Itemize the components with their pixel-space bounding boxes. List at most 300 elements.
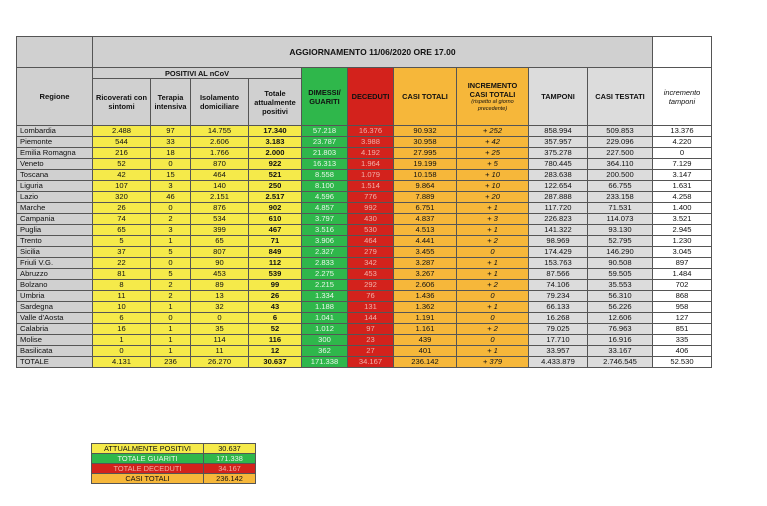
value-cell: 509.853 xyxy=(588,126,653,137)
value-cell: 439 xyxy=(394,335,457,346)
summary-value: 30.637 xyxy=(204,444,256,454)
value-cell: 66.755 xyxy=(588,181,653,192)
value-cell: 65 xyxy=(93,225,151,236)
value-cell: 52.530 xyxy=(653,357,712,368)
value-cell: 5 xyxy=(151,247,191,258)
region-cell: Abruzzo xyxy=(17,269,93,280)
value-cell: 146.290 xyxy=(588,247,653,258)
region-cell: Veneto xyxy=(17,159,93,170)
value-cell: 107 xyxy=(93,181,151,192)
value-cell: 56.310 xyxy=(588,291,653,302)
value-cell: 10 xyxy=(93,302,151,313)
value-cell: 521 xyxy=(249,170,302,181)
value-cell: 12 xyxy=(249,346,302,357)
value-cell: 4.258 xyxy=(653,192,712,203)
value-cell: + 1 xyxy=(457,302,529,313)
value-cell: 610 xyxy=(249,214,302,225)
value-cell: 76.963 xyxy=(588,324,653,335)
header-positivi-group: POSITIVI AL nCoV xyxy=(93,68,302,79)
value-cell: 93.130 xyxy=(588,225,653,236)
value-cell: 10.158 xyxy=(394,170,457,181)
table-row xyxy=(17,258,712,269)
value-cell: 399 xyxy=(191,225,249,236)
table-row xyxy=(17,269,712,280)
value-cell: 1 xyxy=(151,335,191,346)
header-incremento xyxy=(457,68,529,126)
value-cell: 2 xyxy=(151,280,191,291)
header-dimessi: DIMESSI/ GUARITI xyxy=(302,68,348,126)
value-cell: 57.218 xyxy=(302,126,348,137)
value-cell: 453 xyxy=(191,269,249,280)
value-cell: 27 xyxy=(348,346,394,357)
value-cell: 1 xyxy=(151,324,191,335)
value-cell: 2.000 xyxy=(249,148,302,159)
value-cell: 52 xyxy=(93,159,151,170)
value-cell: 216 xyxy=(93,148,151,159)
value-cell: 90.932 xyxy=(394,126,457,137)
value-cell: 3.988 xyxy=(348,137,394,148)
value-cell: 11 xyxy=(191,346,249,357)
value-cell: 153.763 xyxy=(529,258,588,269)
value-cell: + 1 xyxy=(457,346,529,357)
value-cell: 74 xyxy=(93,214,151,225)
value-cell: 2.945 xyxy=(653,225,712,236)
value-cell: 3 xyxy=(151,181,191,192)
value-cell: 144 xyxy=(348,313,394,324)
region-cell: Molise xyxy=(17,335,93,346)
value-cell: 90.508 xyxy=(588,258,653,269)
table-row xyxy=(17,137,712,148)
value-cell: 229.096 xyxy=(588,137,653,148)
value-cell: 89 xyxy=(191,280,249,291)
value-cell: 26.270 xyxy=(191,357,249,368)
value-cell: 98.969 xyxy=(529,236,588,247)
value-cell: 0 xyxy=(93,346,151,357)
value-cell: 3 xyxy=(151,225,191,236)
value-cell: 1 xyxy=(151,346,191,357)
value-cell: 1.400 xyxy=(653,203,712,214)
value-cell: 35 xyxy=(191,324,249,335)
value-cell: 16.313 xyxy=(302,159,348,170)
summary-row xyxy=(92,454,256,464)
covid-data-table xyxy=(16,36,712,368)
value-cell: 42 xyxy=(93,170,151,181)
value-cell: 14.755 xyxy=(191,126,249,137)
value-cell: 8.100 xyxy=(302,181,348,192)
value-cell: 0 xyxy=(457,313,529,324)
value-cell: 37 xyxy=(93,247,151,258)
region-cell: Emilia Romagna xyxy=(17,148,93,159)
summary-row xyxy=(92,464,256,474)
value-cell: 2 xyxy=(151,214,191,225)
value-cell: 430 xyxy=(348,214,394,225)
summary-row xyxy=(92,474,256,484)
value-cell: 122.654 xyxy=(529,181,588,192)
value-cell: 81 xyxy=(93,269,151,280)
value-cell: 0 xyxy=(151,203,191,214)
value-cell: 453 xyxy=(348,269,394,280)
value-cell: 1.362 xyxy=(394,302,457,313)
value-cell: 236.142 xyxy=(394,357,457,368)
value-cell: 16.268 xyxy=(529,313,588,324)
value-cell: 544 xyxy=(93,137,151,148)
value-cell: 1.436 xyxy=(394,291,457,302)
value-cell: 46 xyxy=(151,192,191,203)
value-cell: 3.521 xyxy=(653,214,712,225)
value-cell: 23 xyxy=(348,335,394,346)
value-cell: + 252 xyxy=(457,126,529,137)
value-cell: 4.857 xyxy=(302,203,348,214)
value-cell: 8.558 xyxy=(302,170,348,181)
table-title: AGGIORNAMENTO 11/06/2020 ORE 17.00 xyxy=(93,37,653,68)
value-cell: 2.151 xyxy=(191,192,249,203)
value-cell: 3.516 xyxy=(302,225,348,236)
value-cell: 71 xyxy=(249,236,302,247)
value-cell: 26 xyxy=(93,203,151,214)
value-cell: 1.230 xyxy=(653,236,712,247)
summary-box xyxy=(91,443,256,484)
value-cell: 7.129 xyxy=(653,159,712,170)
value-cell: + 2 xyxy=(457,280,529,291)
value-cell: 1.041 xyxy=(302,313,348,324)
value-cell: 76 xyxy=(348,291,394,302)
value-cell: 5 xyxy=(151,269,191,280)
region-cell: Marche xyxy=(17,203,93,214)
value-cell: 13.376 xyxy=(653,126,712,137)
value-cell: 868 xyxy=(653,291,712,302)
region-cell: Bolzano xyxy=(17,280,93,291)
total-row xyxy=(17,357,712,368)
value-cell: 776 xyxy=(348,192,394,203)
value-cell: 2.275 xyxy=(302,269,348,280)
value-cell: 19.199 xyxy=(394,159,457,170)
value-cell: 74.106 xyxy=(529,280,588,291)
value-cell: + 20 xyxy=(457,192,529,203)
region-cell: Liguria xyxy=(17,181,93,192)
value-cell: 1.012 xyxy=(302,324,348,335)
value-cell: + 379 xyxy=(457,357,529,368)
value-cell: 0 xyxy=(151,258,191,269)
value-cell: + 42 xyxy=(457,137,529,148)
value-cell: 3.183 xyxy=(249,137,302,148)
region-cell: Basilicata xyxy=(17,346,93,357)
value-cell: 3.045 xyxy=(653,247,712,258)
value-cell: 1.484 xyxy=(653,269,712,280)
header-totale-positivi: Totale attualmente positivi xyxy=(249,79,302,126)
value-cell: 1.191 xyxy=(394,313,457,324)
value-cell: 4.192 xyxy=(348,148,394,159)
region-cell: Puglia xyxy=(17,225,93,236)
value-cell: 16 xyxy=(93,324,151,335)
table-row xyxy=(17,302,712,313)
region-cell: Umbria xyxy=(17,291,93,302)
value-cell: 127 xyxy=(653,313,712,324)
value-cell: 3.797 xyxy=(302,214,348,225)
summary-value: 34.167 xyxy=(204,464,256,474)
header-terapia: Terapia intensiva xyxy=(151,79,191,126)
value-cell: 0 xyxy=(151,313,191,324)
value-cell: 33 xyxy=(151,137,191,148)
table-row xyxy=(17,291,712,302)
value-cell: 335 xyxy=(653,335,712,346)
value-cell: + 3 xyxy=(457,214,529,225)
value-cell: 12.606 xyxy=(588,313,653,324)
value-cell: 2.833 xyxy=(302,258,348,269)
value-cell: 406 xyxy=(653,346,712,357)
value-cell: 0 xyxy=(653,148,712,159)
value-cell: 4.441 xyxy=(394,236,457,247)
value-cell: 35.553 xyxy=(588,280,653,291)
table-row xyxy=(17,247,712,258)
region-cell: Lazio xyxy=(17,192,93,203)
value-cell: 233.158 xyxy=(588,192,653,203)
value-cell: 870 xyxy=(191,159,249,170)
value-cell: 59.505 xyxy=(588,269,653,280)
value-cell: 4.131 xyxy=(93,357,151,368)
value-cell: 3.287 xyxy=(394,258,457,269)
value-cell: 56.226 xyxy=(588,302,653,313)
value-cell: 3.455 xyxy=(394,247,457,258)
region-cell: Campania xyxy=(17,214,93,225)
value-cell: 16.376 xyxy=(348,126,394,137)
value-cell: 114.073 xyxy=(588,214,653,225)
summary-label: ATTUALMENTE POSITIVI xyxy=(92,444,204,454)
value-cell: 342 xyxy=(348,258,394,269)
header-casi-totali: CASI TOTALI xyxy=(394,68,457,126)
value-cell: 807 xyxy=(191,247,249,258)
value-cell: 539 xyxy=(249,269,302,280)
region-cell: TOTALE xyxy=(17,357,93,368)
value-cell: 33.957 xyxy=(529,346,588,357)
value-cell: 357.957 xyxy=(529,137,588,148)
value-cell: + 1 xyxy=(457,203,529,214)
value-cell: 4.837 xyxy=(394,214,457,225)
value-cell: 52 xyxy=(249,324,302,335)
value-cell: 2.327 xyxy=(302,247,348,258)
table-row xyxy=(17,148,712,159)
value-cell: 131 xyxy=(348,302,394,313)
value-cell: 97 xyxy=(348,324,394,335)
value-cell: 3.267 xyxy=(394,269,457,280)
value-cell: 116 xyxy=(249,335,302,346)
value-cell: 22 xyxy=(93,258,151,269)
value-cell: 464 xyxy=(191,170,249,181)
summary-row xyxy=(92,444,256,454)
value-cell: + 2 xyxy=(457,324,529,335)
value-cell: 2 xyxy=(151,291,191,302)
region-cell: Valle d'Aosta xyxy=(17,313,93,324)
header-casi-testati: CASI TESTATI xyxy=(588,68,653,126)
value-cell: 1.334 xyxy=(302,291,348,302)
value-cell: 27.995 xyxy=(394,148,457,159)
value-cell: 0 xyxy=(457,247,529,258)
value-cell: 1.766 xyxy=(191,148,249,159)
value-cell: 1 xyxy=(93,335,151,346)
value-cell: 362 xyxy=(302,346,348,357)
value-cell: 1 xyxy=(151,236,191,247)
value-cell: 279 xyxy=(348,247,394,258)
table-row xyxy=(17,214,712,225)
region-cell: Trento xyxy=(17,236,93,247)
value-cell: 6 xyxy=(93,313,151,324)
table-row xyxy=(17,236,712,247)
value-cell: 851 xyxy=(653,324,712,335)
region-cell: Friuli V.G. xyxy=(17,258,93,269)
table-row xyxy=(17,192,712,203)
value-cell: 1.079 xyxy=(348,170,394,181)
value-cell: 4.433.879 xyxy=(529,357,588,368)
value-cell: 0 xyxy=(457,291,529,302)
value-cell: 992 xyxy=(348,203,394,214)
value-cell: 236 xyxy=(151,357,191,368)
value-cell: 2.215 xyxy=(302,280,348,291)
header-incremento-label: INCREMENTO CASI TOTALI xyxy=(467,80,518,99)
value-cell: 26 xyxy=(249,291,302,302)
value-cell: 1.188 xyxy=(302,302,348,313)
region-cell: Piemonte xyxy=(17,137,93,148)
value-cell: 174.429 xyxy=(529,247,588,258)
value-cell: 300 xyxy=(302,335,348,346)
value-cell: 2.517 xyxy=(249,192,302,203)
value-cell: 97 xyxy=(151,126,191,137)
value-cell: 11 xyxy=(93,291,151,302)
value-cell: 876 xyxy=(191,203,249,214)
value-cell: 375.278 xyxy=(529,148,588,159)
summary-value: 171.338 xyxy=(204,454,256,464)
value-cell: 114 xyxy=(191,335,249,346)
value-cell: 33.167 xyxy=(588,346,653,357)
value-cell: 71.531 xyxy=(588,203,653,214)
value-cell: 534 xyxy=(191,214,249,225)
value-cell: 2.746.545 xyxy=(588,357,653,368)
value-cell: + 1 xyxy=(457,225,529,236)
value-cell: 2.606 xyxy=(191,137,249,148)
header-incremento-tamponi: incremento tamponi xyxy=(653,68,712,126)
value-cell: 0 xyxy=(457,335,529,346)
value-cell: 18 xyxy=(151,148,191,159)
value-cell: + 5 xyxy=(457,159,529,170)
value-cell: 902 xyxy=(249,203,302,214)
value-cell: + 1 xyxy=(457,258,529,269)
table-row xyxy=(17,170,712,181)
value-cell: 21.803 xyxy=(302,148,348,159)
header-regione: Regione xyxy=(17,68,93,126)
value-cell: 87.566 xyxy=(529,269,588,280)
value-cell: 1.161 xyxy=(394,324,457,335)
summary-label: CASI TOTALI xyxy=(92,474,204,484)
value-cell: 226.823 xyxy=(529,214,588,225)
value-cell: 287.888 xyxy=(529,192,588,203)
value-cell: 702 xyxy=(653,280,712,291)
value-cell: + 1 xyxy=(457,269,529,280)
header-ricoverati: Ricoverati con sintomi xyxy=(93,79,151,126)
region-cell: Lombardia xyxy=(17,126,93,137)
value-cell: 2.606 xyxy=(394,280,457,291)
table-row xyxy=(17,225,712,236)
value-cell: 34.167 xyxy=(348,357,394,368)
summary-label: TOTALE DECEDUTI xyxy=(92,464,204,474)
value-cell: 13 xyxy=(191,291,249,302)
value-cell: + 10 xyxy=(457,170,529,181)
value-cell: 52.795 xyxy=(588,236,653,247)
value-cell: 4.596 xyxy=(302,192,348,203)
value-cell: 15 xyxy=(151,170,191,181)
table-row xyxy=(17,280,712,291)
header-incremento-note: (rispetto al giorno precedente) xyxy=(471,98,514,112)
value-cell: 467 xyxy=(249,225,302,236)
value-cell: 283.638 xyxy=(529,170,588,181)
value-cell: 7.889 xyxy=(394,192,457,203)
value-cell: 17.710 xyxy=(529,335,588,346)
value-cell: 1 xyxy=(151,302,191,313)
table-row xyxy=(17,346,712,357)
value-cell: 6.751 xyxy=(394,203,457,214)
value-cell: 530 xyxy=(348,225,394,236)
value-cell: 0 xyxy=(151,159,191,170)
value-cell: 401 xyxy=(394,346,457,357)
value-cell: 32 xyxy=(191,302,249,313)
value-cell: 30.958 xyxy=(394,137,457,148)
value-cell: 4.220 xyxy=(653,137,712,148)
value-cell: 320 xyxy=(93,192,151,203)
summary-label: TOTALE GUARITI xyxy=(92,454,204,464)
region-cell: Sicilia xyxy=(17,247,93,258)
value-cell: 922 xyxy=(249,159,302,170)
table-row xyxy=(17,181,712,192)
value-cell: 1.631 xyxy=(653,181,712,192)
value-cell: 141.322 xyxy=(529,225,588,236)
value-cell: 1.964 xyxy=(348,159,394,170)
table-row xyxy=(17,335,712,346)
value-cell: 464 xyxy=(348,236,394,247)
value-cell: 897 xyxy=(653,258,712,269)
value-cell: 23.787 xyxy=(302,137,348,148)
summary-value: 236.142 xyxy=(204,474,256,484)
value-cell: 79.025 xyxy=(529,324,588,335)
value-cell: 171.338 xyxy=(302,357,348,368)
value-cell: 250 xyxy=(249,181,302,192)
value-cell: 0 xyxy=(191,313,249,324)
region-cell: Calabria xyxy=(17,324,93,335)
value-cell: 849 xyxy=(249,247,302,258)
value-cell: 17.340 xyxy=(249,126,302,137)
value-cell: 1.514 xyxy=(348,181,394,192)
value-cell: 227.500 xyxy=(588,148,653,159)
value-cell: 66.133 xyxy=(529,302,588,313)
region-cell: Sardegna xyxy=(17,302,93,313)
table-row xyxy=(17,203,712,214)
header-isolamento: Isolamento domiciliare xyxy=(191,79,249,126)
value-cell: 3.906 xyxy=(302,236,348,247)
value-cell: 958 xyxy=(653,302,712,313)
value-cell: + 25 xyxy=(457,148,529,159)
value-cell: 3.147 xyxy=(653,170,712,181)
value-cell: 65 xyxy=(191,236,249,247)
value-cell: 6 xyxy=(249,313,302,324)
value-cell: 99 xyxy=(249,280,302,291)
table-row xyxy=(17,324,712,335)
value-cell: 292 xyxy=(348,280,394,291)
table-row xyxy=(17,313,712,324)
header-deceduti: DECEDUTI xyxy=(348,68,394,126)
value-cell: 2.488 xyxy=(93,126,151,137)
value-cell: 79.234 xyxy=(529,291,588,302)
value-cell: 140 xyxy=(191,181,249,192)
table-row xyxy=(17,126,712,137)
value-cell: 112 xyxy=(249,258,302,269)
header-tamponi: TAMPONI xyxy=(529,68,588,126)
value-cell: 780.445 xyxy=(529,159,588,170)
